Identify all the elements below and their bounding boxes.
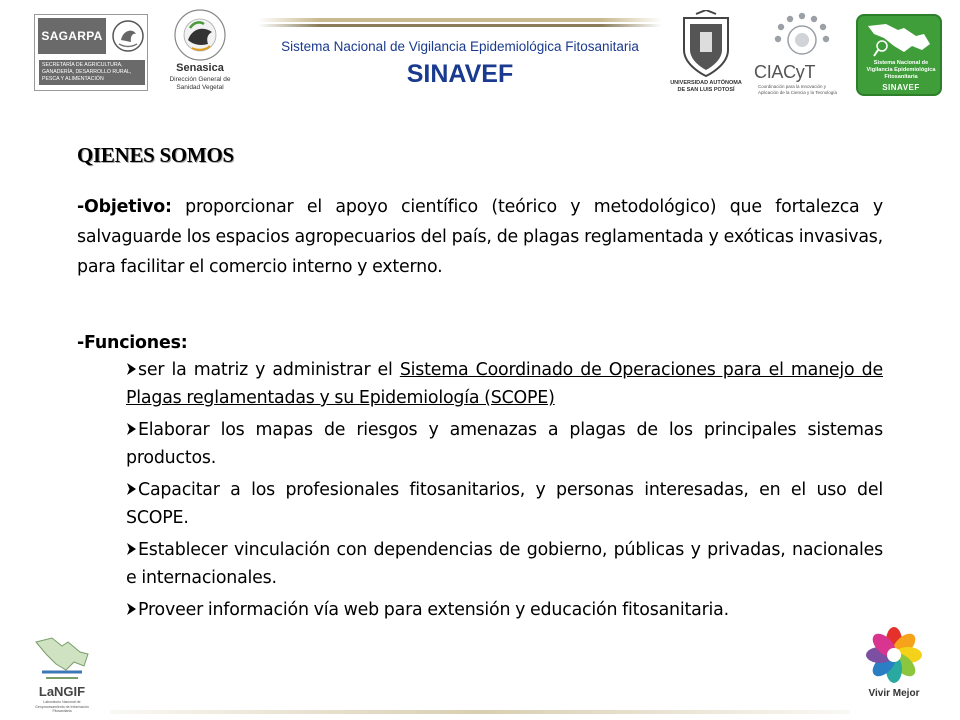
- langif-logo: [28, 632, 96, 713]
- objective-text: proporcionar el apoyo científico (teórico y metodológico) que fortalezca y salvaguarde los espacios agropecuarios del país, de plagas reglamentada y exóticas invasivas, para facilitar el comercio interno y externo.: [77, 197, 883, 277]
- page-title: QIENES SOMOS: [77, 143, 234, 167]
- arrow-bullet-icon: [126, 362, 137, 376]
- arrow-bullet-icon: [126, 602, 137, 616]
- mexican-eagle-icon: [111, 18, 145, 54]
- footer-fade-bar: [0, 706, 960, 720]
- list-item: [126, 536, 883, 592]
- banner-stripes: [258, 14, 662, 34]
- banner-line-2: SINAVEF: [406, 60, 514, 88]
- vivir-mejor-logo: [858, 624, 930, 706]
- funciones-list: [126, 356, 883, 628]
- senasica-seal-icon: [170, 8, 230, 62]
- senasica-logo: [158, 8, 242, 96]
- arrow-bullet-icon: [126, 482, 137, 496]
- ciacyt-sun-icon: [766, 10, 838, 64]
- objective-paragraph: [77, 192, 883, 282]
- senasica-name: Senasica: [176, 62, 224, 74]
- list-item: [126, 476, 883, 532]
- sinavef-badge-logo: [856, 14, 942, 96]
- ciacyt-caption: Coordinación para la Innovación y Aplicación de la Ciencia y la Tecnología: [758, 84, 837, 95]
- funcion-5-text: Proveer información vía web para extensión y educación fitosanitaria.: [138, 600, 729, 620]
- sagarpa-description: SECRETARÍA DE AGRICULTURA, GANADERÍA, DESARROLLO RURAL, PESCA Y ALIMENTACIÓN: [39, 60, 145, 85]
- funcion-3-text: Capacitar a los profesionales fitosanitarios, y personas interesadas, en el uso del SCOPE.: [126, 480, 883, 528]
- sinavef-badge-text: Sistema Nacional de Vigilancia Epidemiológica Fitosanitaria: [866, 60, 936, 80]
- scope-link-text: Sistema Coordinado de Operaciones para el manejo de Plagas reglamentadas y su Epidemiología (SCOPE): [126, 360, 883, 408]
- uaslp-logo: [668, 10, 744, 98]
- arrow-bullet-icon: [126, 422, 137, 436]
- langif-caption: Laboratorio Nacional de Geoprocesamiento de Información Fitosanitaria: [35, 700, 89, 713]
- uaslp-shield-icon: [678, 10, 734, 78]
- sagarpa-logo: [34, 14, 148, 91]
- sinavef-banner: [258, 14, 662, 98]
- objective-label: -Objetivo:: [77, 197, 172, 217]
- vivir-mejor-caption: Vivir Mejor: [868, 688, 920, 699]
- arrow-bullet-icon: [126, 542, 137, 556]
- senasica-subtitle: Dirección General de Sanidad Vegetal: [169, 76, 231, 91]
- funcion-1-text: ser la matriz y administrar el: [138, 360, 400, 380]
- sagarpa-name: SAGARPA: [38, 18, 106, 54]
- mexico-map-icon: [864, 20, 936, 58]
- list-item: [126, 416, 883, 472]
- list-item: [126, 596, 883, 624]
- funciones-label: -Funciones:: [77, 333, 188, 353]
- list-item: [126, 356, 883, 412]
- langif-map-icon: [32, 632, 92, 684]
- uaslp-caption: UNIVERSIDAD AUTÓNOMA DE SAN LUIS POTOSÍ: [670, 80, 742, 93]
- sagarpa-logo-top: [35, 15, 147, 58]
- vivir-mejor-flower-icon: [864, 624, 924, 686]
- banner-line-1: Sistema Nacional de Vigilancia Epidemiológica Fitosanitaria: [281, 39, 639, 54]
- funcion-2-text: Elaborar los mapas de riesgos y amenazas a plagas de los principales sistemas productos.: [126, 420, 883, 468]
- funcion-4-text: Establecer vinculación con dependencias de gobierno, públicas y privadas, nacionales e internacionales.: [126, 540, 883, 588]
- ciacyt-name: CIACyT: [754, 62, 816, 82]
- sinavef-badge-name: SINAVEF: [882, 83, 920, 92]
- langif-name: LaNGIF: [38, 684, 86, 699]
- ciacyt-logo: [750, 10, 848, 98]
